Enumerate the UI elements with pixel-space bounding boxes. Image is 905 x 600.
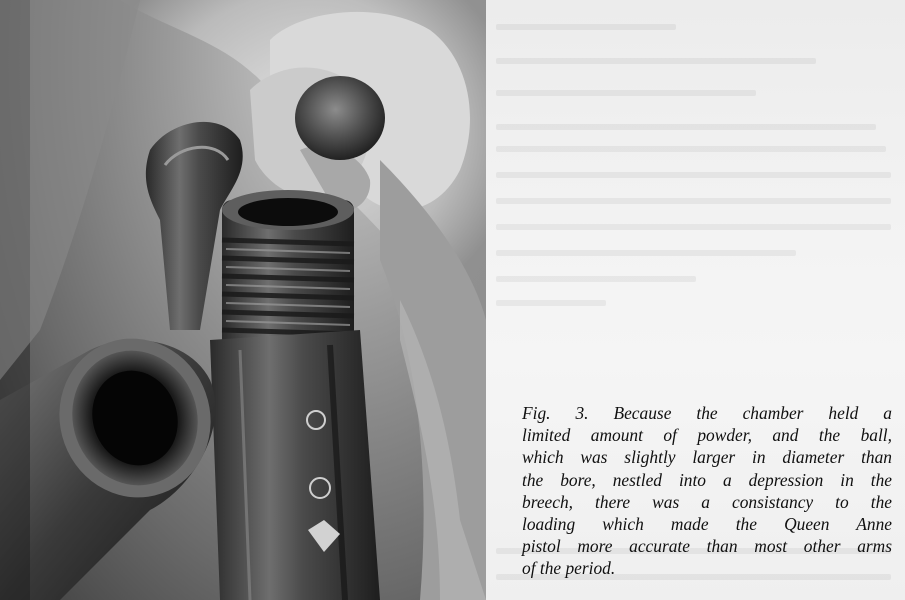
figure-caption xyxy=(522,402,892,580)
caption-line: the bore, nestled into a depression in the xyxy=(522,469,892,490)
caption-line: of the period. xyxy=(522,558,616,579)
caption-line: Fig. 3. Because the chamber held a xyxy=(522,403,892,423)
caption-line: limited amount of powder, and the ball, xyxy=(522,425,892,446)
caption-line: pistol more accurate than most other arms xyxy=(522,536,892,557)
breech-chamber xyxy=(238,198,338,226)
caption-line: breech, there was a consistancy to the xyxy=(522,491,892,512)
caption-line: loading which made the Queen Anne xyxy=(522,514,892,535)
pistol-ball xyxy=(295,76,385,160)
caption-line: which was slightly larger in diameter than xyxy=(522,447,892,468)
